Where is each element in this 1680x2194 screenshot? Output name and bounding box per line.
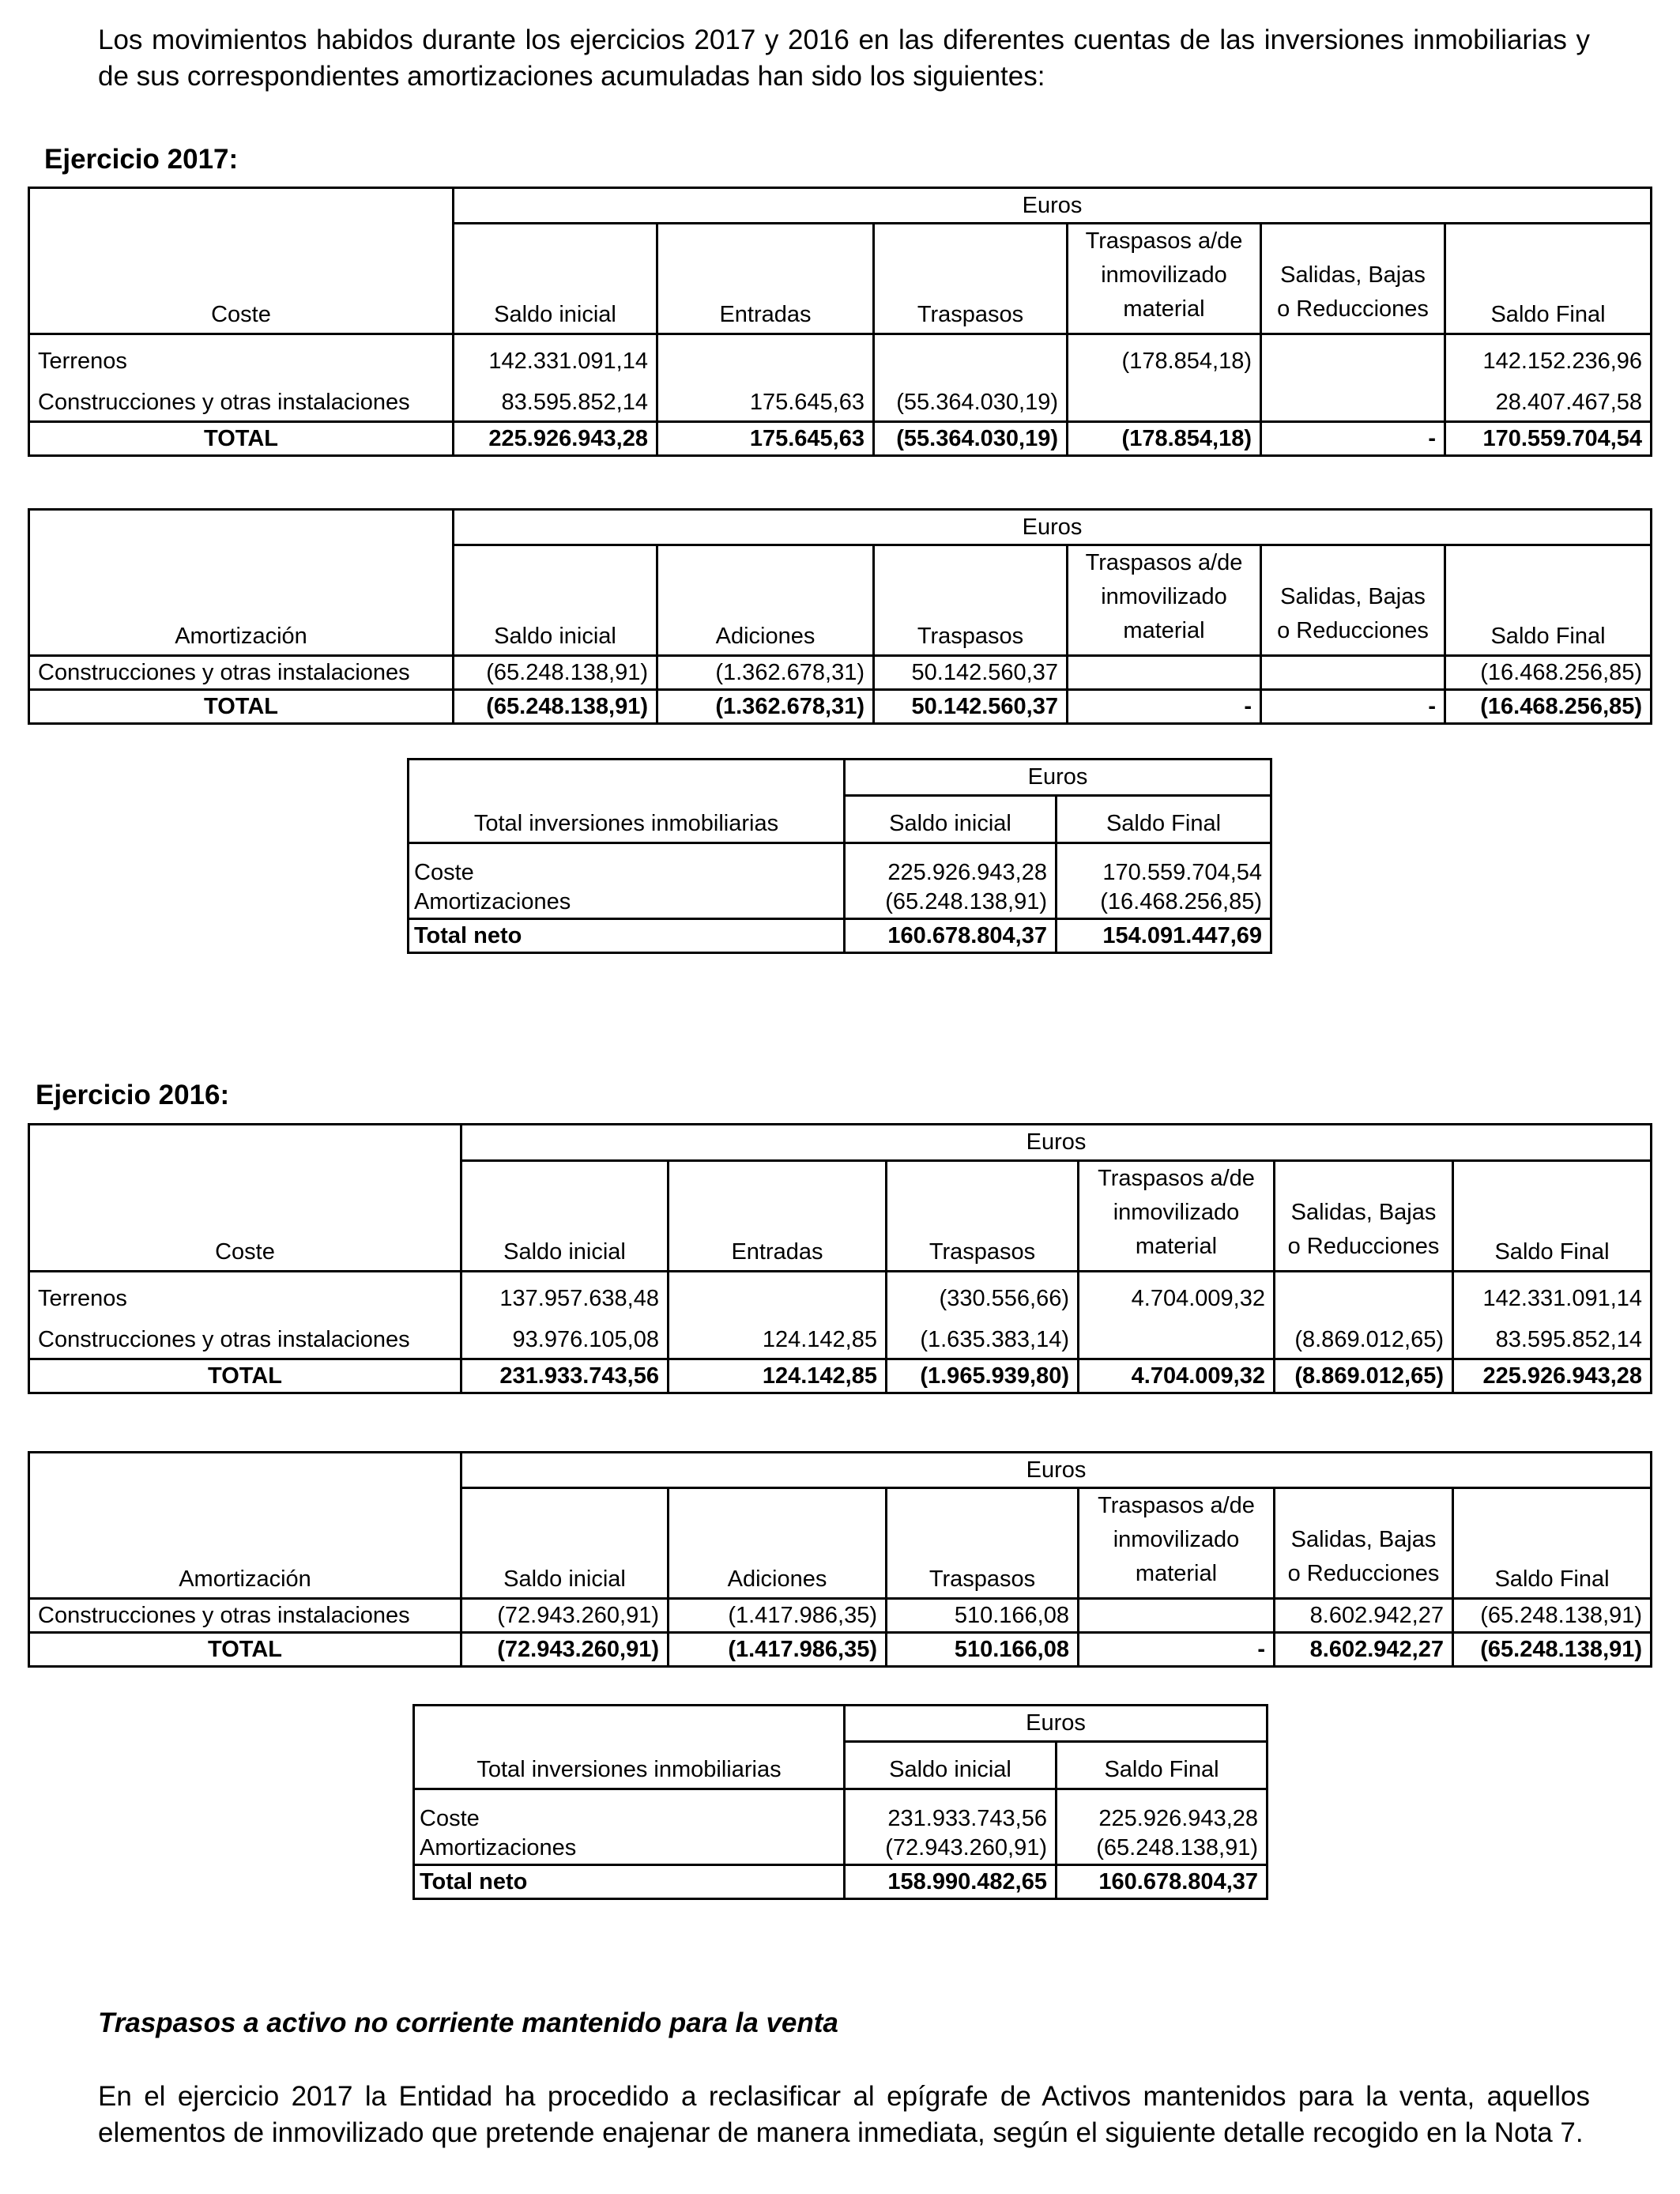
cell: (1.362.678,31) xyxy=(657,690,874,724)
total-label: Total neto xyxy=(414,1865,845,1899)
cell: (65.248.138,91) xyxy=(454,656,657,690)
total-label: TOTAL xyxy=(29,1359,461,1393)
col-saldo-inicial: Saldo inicial xyxy=(461,1488,669,1599)
cell: 28.407.467,58 xyxy=(1445,388,1652,422)
table-row xyxy=(29,1599,1652,1633)
cell: 142.331.091,14 xyxy=(454,334,657,388)
cell: 8.602.942,27 xyxy=(1275,1599,1453,1633)
cell xyxy=(1068,656,1261,690)
col-traspasos: Traspasos xyxy=(874,545,1068,656)
cell: 160.678.804,37 xyxy=(1057,1865,1268,1899)
euros-header: Euros xyxy=(454,188,1652,224)
table-2017-coste xyxy=(28,187,1652,457)
col-traspasos-inmovilizado: Traspasos a/de inmovilizado material xyxy=(1079,1488,1275,1599)
cell xyxy=(1261,334,1445,388)
table-row xyxy=(29,334,1652,388)
col-saldo-final: Saldo Final xyxy=(1445,224,1652,334)
resumen-label: Total inversiones inmobiliarias xyxy=(414,1742,845,1789)
cell xyxy=(1275,1272,1453,1325)
cell: - xyxy=(1261,422,1445,456)
cell: - xyxy=(1079,1633,1275,1667)
cell: 50.142.560,37 xyxy=(874,690,1068,724)
table-row xyxy=(409,888,1271,919)
cell: 510.166,08 xyxy=(887,1633,1079,1667)
heading-traspasos: Traspasos a activo no corriente mantenido para la venta xyxy=(98,2007,838,2038)
cell: 225.926.943,28 xyxy=(845,843,1057,888)
col-traspasos: Traspasos xyxy=(887,1161,1079,1272)
cell: 4.704.009,32 xyxy=(1079,1359,1275,1393)
table-2016-coste xyxy=(28,1123,1652,1394)
cell: (72.943.260,91) xyxy=(845,1834,1057,1865)
table-row xyxy=(29,656,1652,690)
cell: 93.976.105,08 xyxy=(461,1325,669,1359)
row-label: Construcciones y otras instalaciones xyxy=(29,1599,461,1633)
cell: 225.926.943,28 xyxy=(1057,1789,1268,1834)
cell xyxy=(1261,656,1445,690)
cell: (1.417.986,35) xyxy=(669,1599,887,1633)
euros-header: Euros xyxy=(845,760,1271,796)
coste-label: Coste xyxy=(29,224,454,334)
cell: (8.869.012,65) xyxy=(1275,1325,1453,1359)
col-saldo-inicial: Saldo inicial xyxy=(845,796,1057,843)
cell: 124.142,85 xyxy=(669,1359,887,1393)
cell: (55.364.030,19) xyxy=(874,422,1068,456)
table-2017-resumen xyxy=(407,758,1272,954)
cell: 170.559.704,54 xyxy=(1445,422,1652,456)
col-salidas-bajas: Salidas, Bajas o Reducciones xyxy=(1275,1488,1453,1599)
cell: (16.468.256,85) xyxy=(1445,690,1652,724)
row-label: Terrenos xyxy=(29,1272,461,1325)
col-salidas-bajas: Salidas, Bajas o Reducciones xyxy=(1261,545,1445,656)
table-row xyxy=(414,1834,1268,1865)
cell: 83.595.852,14 xyxy=(1453,1325,1652,1359)
table-2016-amortizacion xyxy=(28,1451,1652,1668)
cell: 158.990.482,65 xyxy=(845,1865,1057,1899)
total-row xyxy=(29,1633,1652,1667)
total-row xyxy=(29,690,1652,724)
total-label: TOTAL xyxy=(29,422,454,456)
intro-paragraph: Los movimientos habidos durante los ejercicios 2017 y 2016 en las diferentes cuentas de las inversiones inmobiliarias y de sus correspondientes amortizaciones acumuladas han sido los siguientes: xyxy=(98,25,1590,92)
cell xyxy=(874,334,1068,388)
total-row xyxy=(414,1865,1268,1899)
cell: 225.926.943,28 xyxy=(454,422,657,456)
col-entradas: Entradas xyxy=(669,1161,887,1272)
cell xyxy=(1068,388,1261,422)
cell xyxy=(1079,1325,1275,1359)
cell: 510.166,08 xyxy=(887,1599,1079,1633)
col-saldo-inicial: Saldo inicial xyxy=(461,1161,669,1272)
col-traspasos: Traspasos xyxy=(887,1488,1079,1599)
cell: (65.248.138,91) xyxy=(845,888,1057,919)
amortizacion-label: Amortización xyxy=(29,545,454,656)
row-label: Terrenos xyxy=(29,334,454,388)
cell: (1.635.383,14) xyxy=(887,1325,1079,1359)
cell: 225.926.943,28 xyxy=(1453,1359,1652,1393)
row-label: Construcciones y otras instalaciones xyxy=(29,1325,461,1359)
col-traspasos-inmovilizado: Traspasos a/de inmovilizado material xyxy=(1068,545,1261,656)
cell: 8.602.942,27 xyxy=(1275,1633,1453,1667)
row-label: Construcciones y otras instalaciones xyxy=(29,388,454,422)
euros-header: Euros xyxy=(461,1125,1652,1161)
total-label: Total neto xyxy=(409,919,845,953)
cell: 50.142.560,37 xyxy=(874,656,1068,690)
table-2016-resumen xyxy=(412,1704,1268,1900)
cell: 231.933.743,56 xyxy=(845,1789,1057,1834)
cell: 231.933.743,56 xyxy=(461,1359,669,1393)
cell: (178.854,18) xyxy=(1068,422,1261,456)
row-label: Coste xyxy=(409,843,845,888)
cell xyxy=(657,334,874,388)
cell: (72.943.260,91) xyxy=(461,1599,669,1633)
cell: 175.645,63 xyxy=(657,422,874,456)
cell: 142.331.091,14 xyxy=(1453,1272,1652,1325)
col-saldo-final: Saldo Final xyxy=(1453,1161,1652,1272)
cell: (178.854,18) xyxy=(1068,334,1261,388)
cell: 154.091.447,69 xyxy=(1057,919,1271,953)
traspasos-paragraph: En el ejercicio 2017 la Entidad ha procedido a reclasificar al epígrafe de Activos mantenidos para la venta, aquellos elementos de inmovilizado que pretende enajenar de manera inmediata, según el siguiente detalle recogido en la Nota 7. xyxy=(98,2081,1590,2148)
table-row xyxy=(409,843,1271,888)
heading-ejercicio-2017: Ejercicio 2017: xyxy=(44,144,239,175)
col-adiciones: Adiciones xyxy=(657,545,874,656)
coste-label: Coste xyxy=(29,1161,461,1272)
col-traspasos-inmovilizado: Traspasos a/de inmovilizado material xyxy=(1079,1161,1275,1272)
cell: (330.556,66) xyxy=(887,1272,1079,1325)
cell xyxy=(669,1272,887,1325)
total-row xyxy=(29,1359,1652,1393)
col-traspasos-inmovilizado: Traspasos a/de inmovilizado material xyxy=(1068,224,1261,334)
cell: 137.957.638,48 xyxy=(461,1272,669,1325)
col-saldo-final: Saldo Final xyxy=(1453,1488,1652,1599)
cell: (65.248.138,91) xyxy=(454,690,657,724)
cell xyxy=(1079,1599,1275,1633)
cell: (16.468.256,85) xyxy=(1057,888,1271,919)
total-row xyxy=(409,919,1271,953)
heading-ejercicio-2016: Ejercicio 2016: xyxy=(36,1080,230,1110)
table-2017-amortizacion xyxy=(28,508,1652,725)
col-entradas: Entradas xyxy=(657,224,874,334)
cell: 142.152.236,96 xyxy=(1445,334,1652,388)
cell: (65.248.138,91) xyxy=(1453,1599,1652,1633)
col-salidas-bajas: Salidas, Bajas o Reducciones xyxy=(1261,224,1445,334)
table-row xyxy=(29,388,1652,422)
total-label: TOTAL xyxy=(29,1633,461,1667)
col-saldo-inicial: Saldo inicial xyxy=(454,545,657,656)
col-saldo-final: Saldo Final xyxy=(1445,545,1652,656)
row-label: Amortizaciones xyxy=(409,888,845,919)
row-label: Construcciones y otras instalaciones xyxy=(29,656,454,690)
col-adiciones: Adiciones xyxy=(669,1488,887,1599)
euros-header: Euros xyxy=(845,1706,1268,1742)
euros-header: Euros xyxy=(454,510,1652,545)
cell: 170.559.704,54 xyxy=(1057,843,1271,888)
cell: 175.645,63 xyxy=(657,388,874,422)
cell: (72.943.260,91) xyxy=(461,1633,669,1667)
total-label: TOTAL xyxy=(29,690,454,724)
col-saldo-final: Saldo Final xyxy=(1057,796,1271,843)
cell xyxy=(1261,388,1445,422)
cell: (65.248.138,91) xyxy=(1453,1633,1652,1667)
row-label: Coste xyxy=(414,1789,845,1834)
table-row xyxy=(414,1789,1268,1834)
euros-header: Euros xyxy=(461,1453,1652,1488)
cell: (1.965.939,80) xyxy=(887,1359,1079,1393)
cell: (1.362.678,31) xyxy=(657,656,874,690)
table-row xyxy=(29,1272,1652,1325)
cell: - xyxy=(1261,690,1445,724)
cell: (55.364.030,19) xyxy=(874,388,1068,422)
col-saldo-final: Saldo Final xyxy=(1057,1742,1268,1789)
col-salidas-bajas: Salidas, Bajas o Reducciones xyxy=(1275,1161,1453,1272)
cell: (16.468.256,85) xyxy=(1445,656,1652,690)
col-traspasos: Traspasos xyxy=(874,224,1068,334)
total-row xyxy=(29,422,1652,456)
cell: 83.595.852,14 xyxy=(454,388,657,422)
table-row xyxy=(29,1325,1652,1359)
cell: - xyxy=(1068,690,1261,724)
cell: 124.142,85 xyxy=(669,1325,887,1359)
cell: (65.248.138,91) xyxy=(1057,1834,1268,1865)
cell: (8.869.012,65) xyxy=(1275,1359,1453,1393)
resumen-label: Total inversiones inmobiliarias xyxy=(409,796,845,843)
cell: 160.678.804,37 xyxy=(845,919,1057,953)
amortizacion-label: Amortización xyxy=(29,1488,461,1599)
row-label: Amortizaciones xyxy=(414,1834,845,1865)
col-saldo-inicial: Saldo inicial xyxy=(454,224,657,334)
cell: 4.704.009,32 xyxy=(1079,1272,1275,1325)
cell: (1.417.986,35) xyxy=(669,1633,887,1667)
col-saldo-inicial: Saldo inicial xyxy=(845,1742,1057,1789)
